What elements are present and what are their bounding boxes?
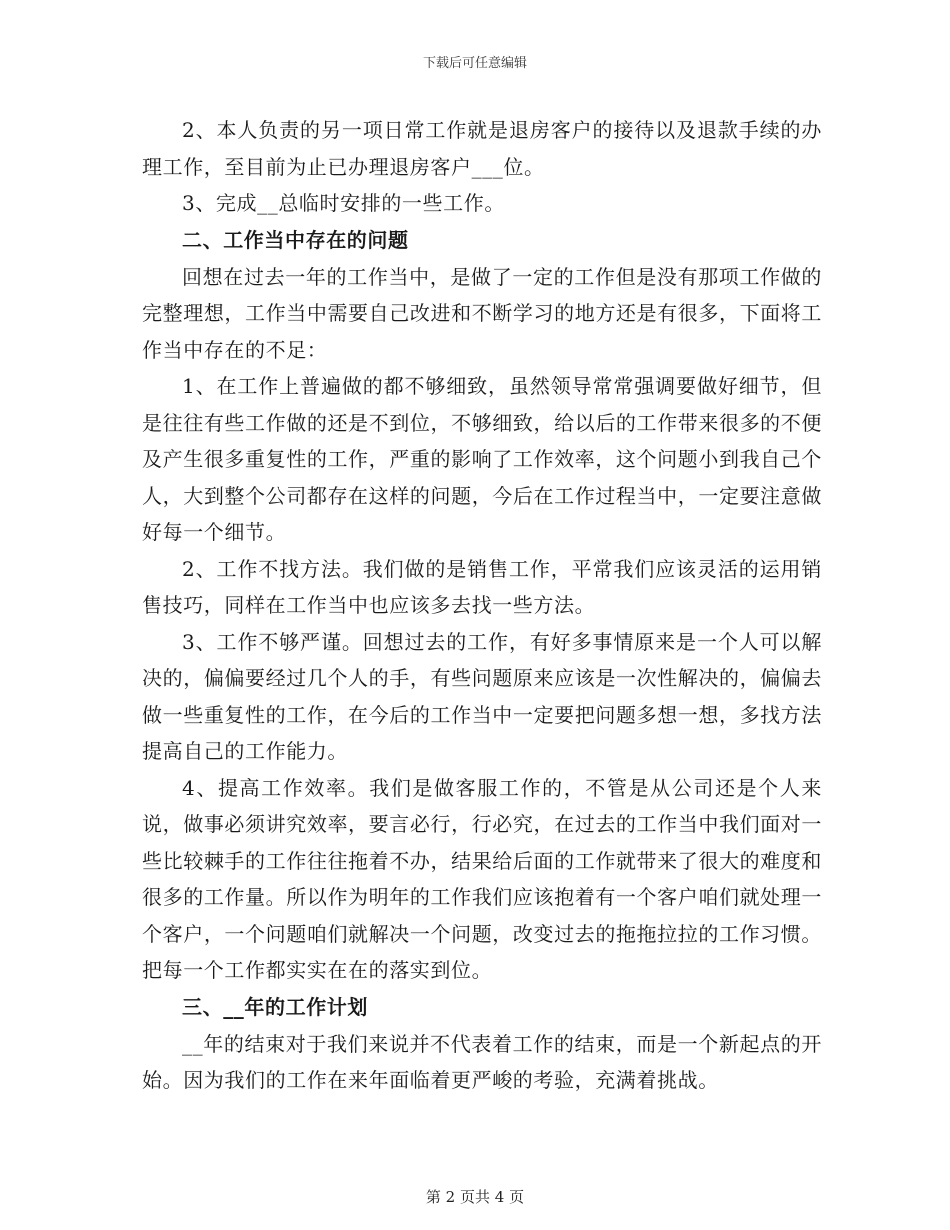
paragraph-problems-intro: 回想在过去一年的工作当中，是做了一定的工作但是没有那项工作做的完整理想，工作当中需要自己改进和不断学习的地方还是有很多，下面将工作当中存在的不足： (142, 264, 822, 362)
page-header: 下载后可任意编辑 (422, 56, 527, 71)
paragraph-plan-intro: __年的结束对于我们来说并不代表着工作的结束，而是一个新起点的开始。因为我们的工作在来年面临着更严峻的考验，充满着挑战。 (142, 1031, 822, 1092)
paragraph-problem-3: 3、工作不够严谨。回想过去的工作，有好多事情原来是一个人可以解决的，偏偏要经过几个人的手，有些问题原来应该是一次性解决的，偏偏去做一些重复性的工作，在今后的工作当中一定要把问题多想一想，多找方法提高自己的工作能力。 (142, 629, 822, 763)
paragraph-item-2: 2、本人负责的另一项日常工作就是退房客户的接待以及退款手续的办理工作，至目前为止已办理退房客户___位。 (142, 118, 822, 179)
section-heading-problems: 二、工作当中存在的问题 (182, 227, 409, 252)
page-footer: 第 2 页共 4 页 (425, 1188, 525, 1206)
paragraph-item-3: 3、完成__总临时安排的一些工作。 (182, 191, 505, 215)
paragraph-problem-2: 2、工作不找方法。我们做的是销售工作，平常我们应该灵活的运用销售技巧，同样在工作当中也应该多去找一些方法。 (142, 556, 822, 617)
document-body (142, 112, 822, 1099)
paragraph-problem-1: 1、在工作上普遍做的都不够细致，虽然领导常常强调要做好细节，但是往往有些工作做的还是不到位，不够细致，给以后的工作带来很多的不便及产生很多重复性的工作，严重的影响了工作效率，这个问题小到我自己个人，大到整个公司都存在这样的问题，今后在工作过程当中，一定要注意做好每一个细节。 (142, 374, 822, 544)
paragraph-problem-4: 4、提高工作效率。我们是做客服工作的，不管是从公司还是个人来说，做事必须讲究效率，要言必行，行必究，在过去的工作当中我们面对一些比较棘手的工作往往拖着不办，结果给后面的工作就带来了很大的难度和很多的工作量。所以作为明年的工作我们应该抱着有一个客户咱们就处理一个客户，一个问题咱们就解决一个问题，改变过去的拖拖拉拉的工作习惯。把每一个工作都实实在在的落实到位。 (142, 775, 822, 982)
section-heading-plan: 三、__年的工作计划 (182, 994, 368, 1019)
